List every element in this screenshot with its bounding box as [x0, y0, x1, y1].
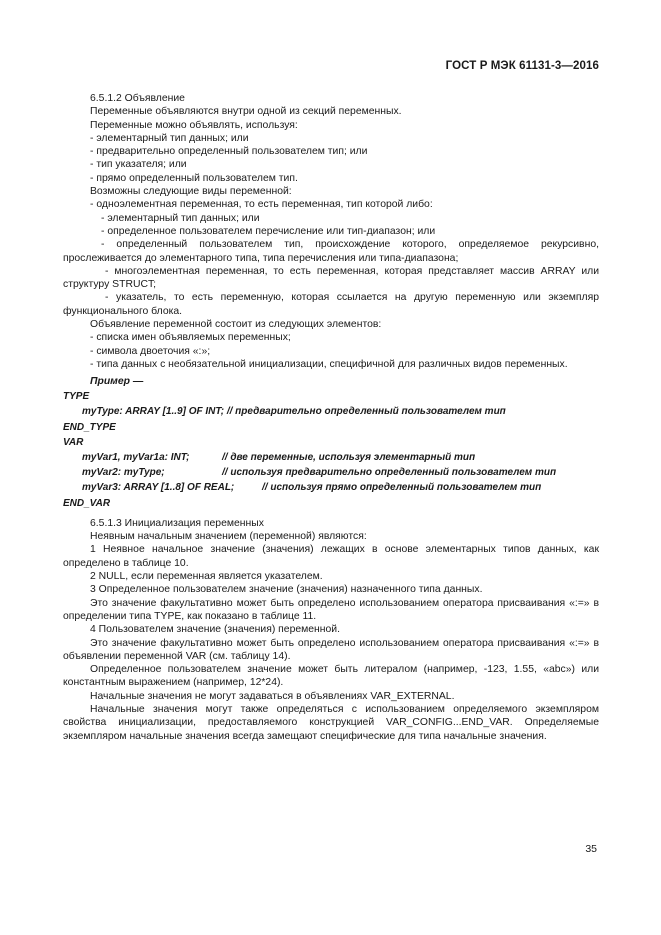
code-statement: myVar2: myType; [82, 467, 165, 479]
paragraph: 2 NULL, если переменная является указателем. [90, 571, 323, 583]
code-keyword: VAR [63, 436, 84, 448]
code-keyword: END_TYPE [63, 421, 116, 433]
code-keyword: TYPE [63, 391, 90, 403]
code-line [63, 450, 599, 465]
paragraph: Это значение факультативно может быть определено использованием оператора присваивания «:=» в объявлении переменной VAR (см. таблицу 14). [63, 637, 599, 662]
list-item: - прямо определенный пользователем тип. [90, 172, 298, 184]
paragraph: Начальные значения не могут задаваться в объявлениях VAR_EXTERNAL. [90, 690, 455, 702]
code-comment: // две переменные, используя элементарный тип [222, 452, 476, 464]
code-line [63, 480, 599, 495]
list-item: - типа данных с необязательной инициализации, специфичной для различных видов переменных. [90, 358, 568, 370]
list-subitem: - определенное пользователем перечисление или тип-диапазон; или [101, 225, 436, 237]
paragraph: Возможны следующие виды переменной: [90, 186, 292, 198]
list-item: - многоэлементная переменная, то есть переменная, которая представляет массив ARRAY или структуру STRUCT; [63, 265, 599, 291]
paragraph: Определенное пользователем значение может быть литералом (например, -123, 1.55, «abc») или константным выражением (например, 12*24). [63, 664, 599, 689]
list-item: - списка имен объявляемых переменных; [90, 332, 291, 344]
paragraph: Переменные объявляются внутри одной из секций переменных. [90, 106, 402, 118]
paragraph: Переменные можно объявлять, используя: [90, 119, 298, 131]
page-body [63, 92, 599, 743]
paragraph: Это значение факультативно может быть определено использованием оператора присваивания «:=» в определении типа TYPE, как показано в таблице 11. [63, 597, 599, 622]
page-number: 35 [585, 843, 597, 855]
code-line: myType: ARRAY [1..9] OF INT; // предварительно определенный пользователем тип [82, 406, 506, 418]
code-keyword: END_VAR [63, 497, 111, 509]
paragraph: Неявным начальным значением (переменной) являются: [90, 531, 367, 543]
code-statement: myVar3: ARRAY [1..8] OF REAL; [82, 482, 235, 494]
list-subitem: - элементарный тип данных; или [101, 212, 260, 224]
paragraph: 1 Неявное начальное значение (значения) лежащих в основе элементарных типов данных, как определено в таблице 10. [63, 544, 599, 569]
list-item: - одноэлементная переменная, то есть переменная, тип которой либо: [90, 199, 433, 211]
example-label: Пример — [90, 376, 144, 388]
list-item: - символа двоеточия «:»; [90, 345, 211, 357]
paragraph: Объявление переменной состоит из следующих элементов: [90, 319, 382, 331]
code-example [63, 389, 599, 511]
code-comment: // используя прямо определенный пользователем тип [262, 482, 542, 494]
paragraph: 3 Определенное пользователем значение (значения) назначенного типа данных. [90, 584, 483, 596]
section-title-6512: 6.5.1.2 Объявление [90, 93, 185, 104]
code-comment: // используя предварительно определенный пользователем тип [222, 467, 557, 479]
code-statement: myVar1, myVar1a: INT; [82, 452, 190, 464]
list-item: - элементарный тип данных; или [90, 132, 249, 144]
section-title-6513: 6.5.1.3 Инициализация переменных [90, 517, 264, 529]
paragraph: 4 Пользователем значение (значения) переменной. [90, 624, 340, 636]
code-line [63, 465, 599, 480]
paragraph: Начальные значения могут также определяться с использованием определяемого экземпляром свойства инициализации, предоставляемого конструкцией VAR_CONFIG...END_VAR. Определяемые экземпляром начальные значения всегда замещают специфические для типа начальные значения. [63, 704, 599, 742]
list-item: - указатель, то есть переменную, которая ссылается на другую переменную или экземпляр функционального блока. [63, 292, 599, 317]
standard-header: ГОСТ Р МЭК 61131-3—2016 [445, 60, 599, 72]
list-subitem: - определенный пользователем тип, происхождение которого, определяемое рекурсивно, прослеживается до элементарного типа, типа перечисления или типа-диапазона; [63, 239, 599, 264]
list-item: - предварительно определенный пользователем тип; или [90, 146, 368, 158]
list-item: - тип указателя; или [90, 159, 187, 171]
